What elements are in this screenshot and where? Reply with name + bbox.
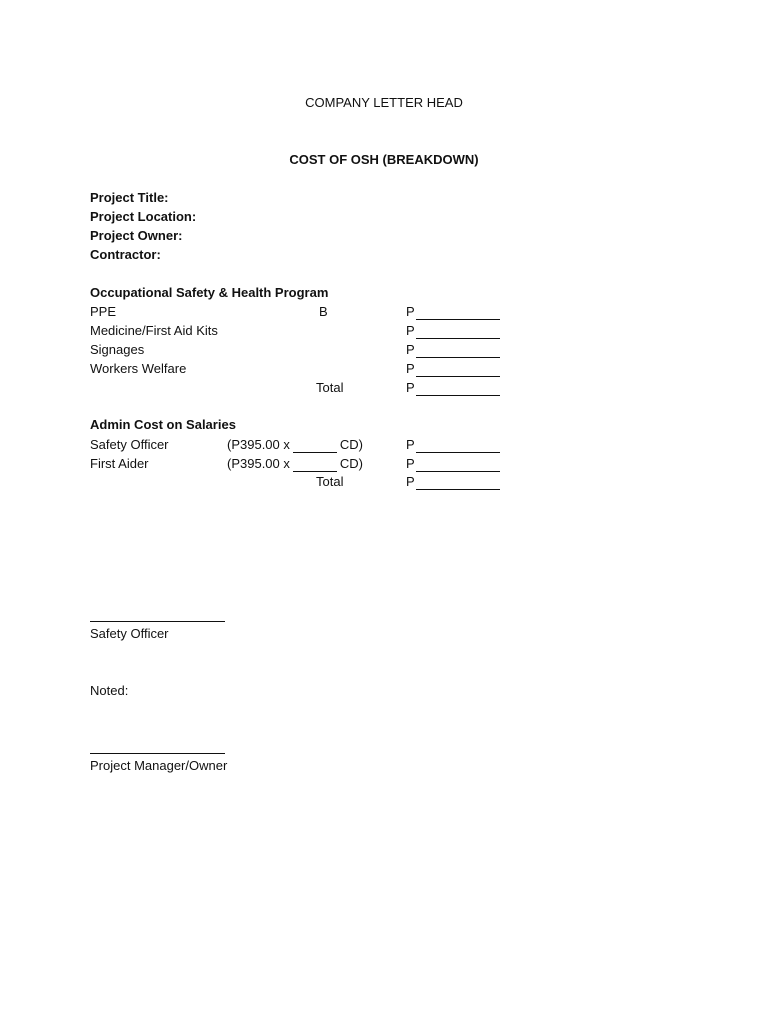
letterhead: COMPANY LETTER HEAD — [305, 95, 463, 110]
days-blank-line — [293, 440, 337, 453]
osh-item-welfare-amount — [406, 361, 500, 377]
amount-blank-line — [416, 326, 500, 339]
osh-item-medicine: Medicine/First Aid Kits — [90, 323, 218, 338]
admin-item-first-aider: First Aider — [90, 456, 149, 471]
amount-blank-line — [416, 307, 500, 320]
rate-prefix: (P395.00 x — [227, 456, 290, 471]
admin-total-label: Total — [316, 474, 344, 489]
document-title: COST OF OSH (BREAKDOWN) — [289, 152, 479, 167]
osh-item-ppe: PPE — [90, 304, 117, 319]
admin-item-safety-officer: Safety Officer — [90, 437, 169, 452]
currency-symbol: P — [406, 304, 415, 319]
admin-item-first-aider-rate — [227, 456, 363, 472]
currency-symbol: P — [406, 474, 415, 489]
days-blank-line — [293, 459, 337, 472]
amount-blank-line — [416, 383, 500, 396]
amount-blank-line — [416, 345, 500, 358]
osh-total-label: Total — [316, 380, 344, 395]
osh-item-signages-amount — [406, 342, 500, 358]
safety-officer-signature-label: Safety Officer — [90, 626, 169, 641]
currency-symbol: P — [406, 323, 415, 338]
admin-item-safety-officer-rate — [227, 437, 363, 453]
currency-symbol: P — [406, 361, 415, 376]
currency-symbol: P — [406, 342, 415, 357]
noted-label: Noted: — [90, 683, 129, 698]
osh-item-welfare: Workers Welfare — [90, 361, 187, 376]
osh-item-ppe-note: B — [319, 304, 328, 319]
osh-item-medicine-amount — [406, 323, 500, 339]
osh-item-ppe-amount — [406, 304, 500, 320]
amount-blank-line — [416, 364, 500, 377]
project-manager-signature-line — [90, 753, 225, 754]
project-location-label: Project Location: — [90, 209, 197, 224]
rate-suffix: CD) — [339, 437, 363, 452]
amount-blank-line — [416, 477, 500, 490]
rate-prefix: (P395.00 x — [227, 437, 290, 452]
currency-symbol: P — [406, 380, 415, 395]
currency-symbol: P — [406, 456, 415, 471]
rate-suffix: CD) — [339, 456, 363, 471]
osh-total-amount — [406, 380, 500, 396]
admin-total-amount — [406, 474, 500, 490]
project-manager-signature-label: Project Manager/Owner — [90, 758, 228, 773]
project-title-label: Project Title: — [90, 190, 169, 205]
contractor-label: Contractor: — [90, 247, 161, 262]
amount-blank-line — [416, 440, 500, 453]
amount-blank-line — [416, 459, 500, 472]
project-owner-label: Project Owner: — [90, 228, 183, 243]
osh-program-heading: Occupational Safety & Health Program — [90, 285, 329, 300]
safety-officer-signature-line — [90, 621, 225, 622]
osh-item-signages: Signages — [90, 342, 145, 357]
admin-item-safety-officer-amount — [406, 437, 500, 453]
admin-item-first-aider-amount — [406, 456, 500, 472]
admin-cost-heading: Admin Cost on Salaries — [90, 417, 236, 432]
currency-symbol: P — [406, 437, 415, 452]
